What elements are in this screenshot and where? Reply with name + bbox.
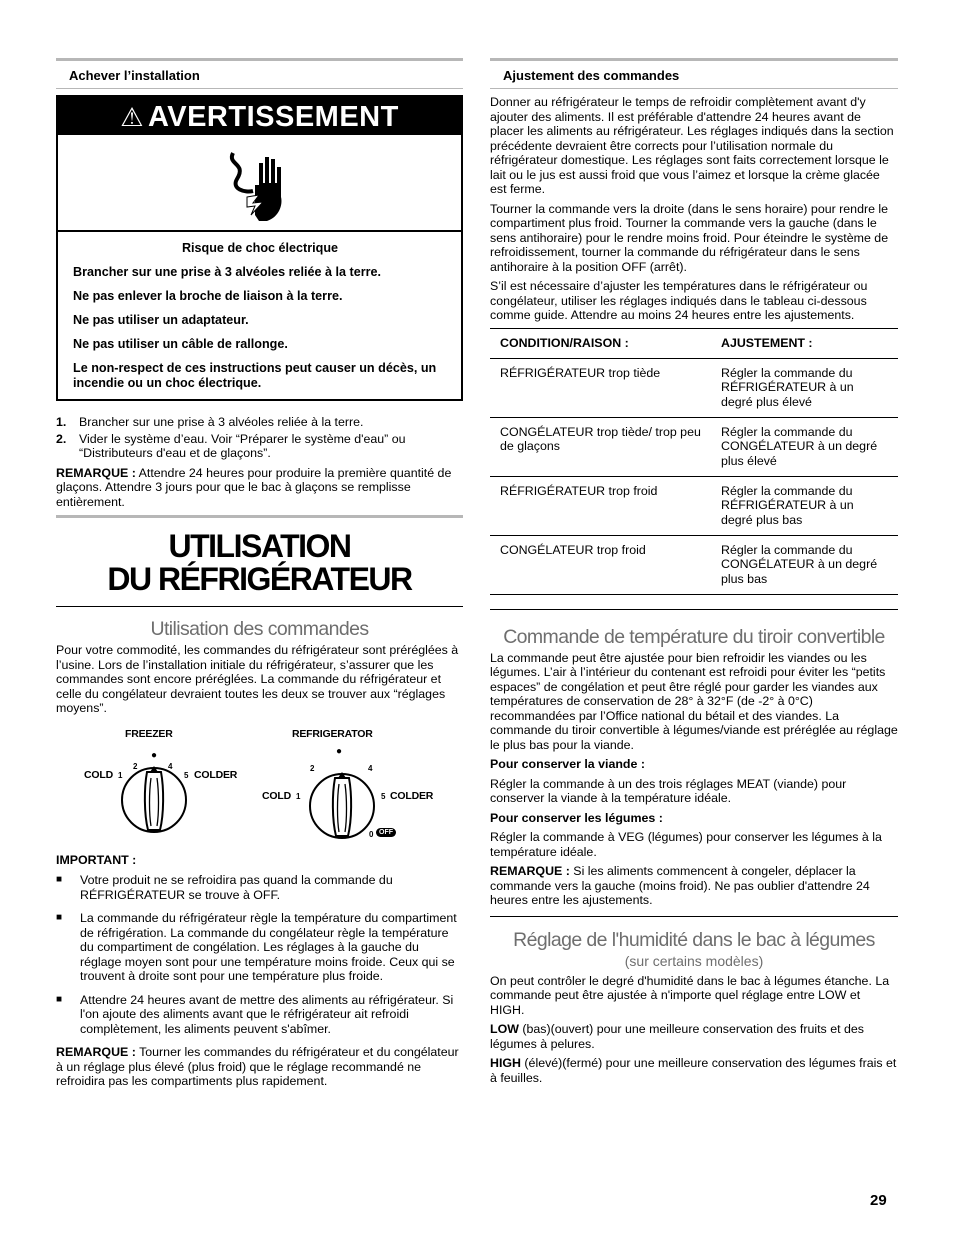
section-heading-adjust-controls: Ajustement des commandes: [490, 58, 898, 89]
electric-shock-hand-icon: [225, 145, 295, 225]
table-header: AJUSTEMENT :: [711, 328, 898, 358]
list-item: [56, 993, 463, 1037]
controls-text: Pour votre commodité, les commandes du réfrigérateur sont préréglées à l’usine. Lors de l’installation initiale du réfrigérateur, s’assurer que les commandes sont encore préréglées. La commande du réfrigérateur et celle du congélateur devraient toutes les deux se trouver aux “réglages moyens”.: [56, 643, 459, 715]
list-item: [56, 873, 463, 902]
warning-line: Le non-respect de ces instructions peut causer un décès, un incendie ou un choc électrique.: [73, 361, 437, 390]
meat-label: Pour conserver la viande :: [490, 757, 645, 771]
dial-number: 4: [368, 763, 373, 773]
bullet-text: Votre produit ne se refroidira pas quand la commande du RÉFRIGÉRATEUR se trouve à OFF.: [80, 873, 393, 902]
divider: [490, 916, 898, 917]
colder-label: COLDER: [390, 789, 434, 802]
warning-line: Ne pas utiliser un câble de rallonge.: [73, 337, 288, 351]
table-cell: CONGÉLATEUR trop froid: [490, 535, 711, 594]
veg-text: Régler la commande à VEG (légumes) pour conserver les légumes à la température idéale.: [490, 830, 882, 859]
freezer-label: FREEZER: [125, 727, 173, 740]
high-label: HIGH: [490, 1056, 521, 1070]
table-row: [490, 358, 898, 417]
veg-label: Pour conserver les légumes :: [490, 810, 663, 825]
warning-title: AVERTISSEMENT: [147, 101, 399, 133]
convertible-text: La commande peut être ajustée pour bien refroidir les viandes ou les légumes. L’air à l’intérieur du contenant est refroidi pour éviter les “petits espaces” de congélation et peut être réglé pour garder les viandes aux températures de conservation de 28° à 32°F (de -2° à 0°C) recommandées par l’Office national du bétail et des viandes. La commande du tiroir convertible à légumes/viande est préréglée au réglage le plus bas pour la viande.: [490, 650, 898, 752]
dial-number: 4: [168, 761, 173, 771]
paragraph: Tourner la commande vers la droite (dans le sens horaire) pour rendre le compartiment plus froid. Tourner la commande vers la gauche (dans le sens antihoraire) pour le rendre moins froid. Pour éteindre le système de refroidissement, tourner la commande du réfrigérateur dans le sens antihoraire à la position OFF (arrêt).: [490, 201, 889, 274]
section-heading-finish-install: Achever l’installation: [56, 58, 463, 89]
table-header-row: [490, 328, 898, 358]
bullet-text: La commande du réfrigérateur règle la température du compartiment de réfrigération. La commande du congélateur règle la température du compartiment de congélation. Les réglages à la gauche du réglage moyen sont pour une température moins froide. Ceux qui se trouvent à droite sont pour une température plus froide.: [80, 911, 457, 983]
warning-triangle-icon: ⚠: [120, 102, 144, 132]
remark-ice: [56, 466, 463, 510]
low-text: (bas)(ouvert) pour une meilleure conservation des fruits et des légumes à pelures.: [490, 1022, 864, 1051]
list-item: [56, 432, 463, 461]
remark-text: Si les aliments commencent à congeler, déplacer la commande vers la gauche (moins froid). Ne pas oublier d'attendre 24 heures entre les ajustements.: [490, 864, 870, 907]
convertible-heading: Commande de température du tiroir convertible: [503, 625, 885, 648]
humidity-subheading: (sur certains modèles): [624, 952, 764, 969]
list-item: [56, 911, 463, 984]
warning-body: [58, 232, 461, 399]
remark-controls: [56, 1045, 463, 1089]
page-title-line-1: UTILISATION: [168, 528, 351, 564]
humidity-text: On peut contrôler le degré d'humidité dans le bac à légumes étanche. La commande peut être ajustée à n'importe quel réglage entre LOW et HIGH.: [490, 973, 890, 1017]
step-number: 2.: [56, 431, 67, 446]
dial-number: 2: [310, 763, 315, 773]
meat-text: Régler la commande à un des trois réglages MEAT (viande) pour conserver la viande à la température idéale.: [490, 776, 847, 805]
refrigerator-label: REFRIGERATOR: [292, 727, 373, 740]
cold-label: COLD: [84, 768, 113, 781]
remark-text: Tourner les commandes du réfrigérateur et du congélateur à un réglage plus élevé (plus froid) que le réglage recommandé ne refroidira pas les compartiments plus rapidement.: [56, 1045, 459, 1088]
step-text: Vider le système d’eau. Voir “Préparer le système d'eau” ou “Distributeurs d'eau et de glaçons”.: [79, 431, 406, 460]
dial-number: 5: [381, 791, 386, 801]
page-title-line-2: DU RÉFRIGÉRATEUR: [107, 561, 412, 597]
table-row: [490, 417, 898, 476]
warning-icon-area: [58, 137, 461, 232]
high-setting: [490, 1056, 898, 1085]
remark-label: REMARQUE :: [490, 864, 570, 878]
dial-number: 1: [118, 770, 123, 780]
colder-label: COLDER: [194, 768, 238, 781]
remark-text: Attendre 24 heures pour produire la première quantité de glaçons. Attendre 3 jours pour que le bac à glaçons se remplisse entièrement.: [56, 465, 452, 509]
freezer-dot-icon: ●: [151, 749, 158, 761]
off-badge: OFF: [376, 828, 396, 837]
right-column: [490, 58, 898, 1090]
steps-list: [56, 415, 463, 461]
humidity-heading: Réglage de l'humidité dans le bac à légumes: [513, 928, 875, 951]
warning-box: [56, 95, 463, 401]
page-title: [56, 518, 463, 607]
cold-label: COLD: [262, 789, 291, 802]
bullet-text: Attendre 24 heures avant de mettre des aliments au réfrigérateur. Si l'on ajoute des aliments avant que le réfrigérateur ait refroidi complètement, les aliments peuvent s'abîmer.: [80, 992, 454, 1036]
dial-number: 2: [133, 761, 138, 771]
table-cell: CONGÉLATEUR trop tiède/ trop peu de glaçons: [490, 417, 711, 476]
table-cell: Régler la commande du CONGÉLATEUR à un degré plus élevé: [711, 417, 898, 476]
important-label: IMPORTANT :: [56, 852, 137, 867]
controls-heading: Utilisation des commandes: [150, 618, 369, 640]
page-number: 29: [870, 1192, 887, 1209]
low-label: LOW: [490, 1022, 519, 1036]
warning-line: Risque de choc électrique: [181, 241, 339, 255]
table-header: CONDITION/RAISON :: [490, 328, 711, 358]
remark-convertible: [490, 864, 898, 908]
paragraph: S’il est nécessaire d’ajuster les températures dans le réfrigérateur ou congélateur, utiliser les réglages indiqués dans le tableau ci-dessous comme guide. Attendre au moins 24 heures entre les ajustements.: [490, 279, 868, 322]
step-text: Brancher sur une prise à 3 alvéoles reliée à la terre.: [79, 415, 364, 429]
adjustment-table: [490, 328, 898, 595]
table-row: [490, 535, 898, 594]
table-cell: RÉFRIGÉRATEUR trop tiède: [490, 358, 711, 417]
bullet-square-icon: ■: [56, 993, 63, 1005]
remark-label: REMARQUE :: [56, 1045, 136, 1059]
table-cell: RÉFRIGÉRATEUR trop froid: [490, 476, 711, 535]
table-cell: Régler la commande du RÉFRIGÉRATEUR à un degré plus bas: [711, 476, 898, 535]
bullet-square-icon: ■: [56, 874, 63, 885]
dial-number: 5: [184, 770, 189, 780]
paragraph: Donner au réfrigérateur le temps de refroidir complètement avant d'y ajouter des aliments. Il est préférable d'attendre 24 heures avant de placer les aliments au réfrigérateur. Les réglages indiqués dans la section précédente devraient être corrects pour l’utilisation normale du réfrigérateur domestique. Les réglages sont faits correctement lorsque le lait ou le jus est aussi froid que vous l’aimez et lorsque la crème glacée est ferme.: [490, 95, 894, 196]
freezer-dial-icon: [114, 758, 194, 838]
refrigerator-dot-icon: ●: [336, 745, 343, 757]
bullet-square-icon: ■: [56, 912, 63, 923]
warning-title-bar: [58, 97, 461, 135]
warning-line: Ne pas enlever la broche de liaison à la terre.: [73, 289, 343, 303]
high-text: (élevé)(fermé) pour une meilleure conservation des légumes frais et à feuilles.: [490, 1056, 897, 1085]
table-row: [490, 476, 898, 535]
table-cell: Régler la commande du RÉFRIGÉRATEUR à un degré plus élevé: [711, 358, 898, 417]
remark-label: REMARQUE :: [56, 465, 136, 480]
dial-number: 0: [369, 829, 374, 839]
step-number: 1.: [56, 415, 67, 429]
control-dials-figure: [56, 724, 463, 849]
low-setting: [490, 1022, 898, 1051]
divider: [490, 609, 898, 610]
warning-line: Ne pas utiliser un adaptateur.: [73, 313, 249, 327]
warning-line: Brancher sur une prise à 3 alvéoles reliée à la terre.: [73, 265, 382, 279]
table-cell: Régler la commande du CONGÉLATEUR à un degré plus bas: [711, 535, 898, 594]
dial-number: 1: [296, 791, 301, 801]
list-item: [56, 415, 463, 430]
left-column: [56, 58, 463, 1094]
